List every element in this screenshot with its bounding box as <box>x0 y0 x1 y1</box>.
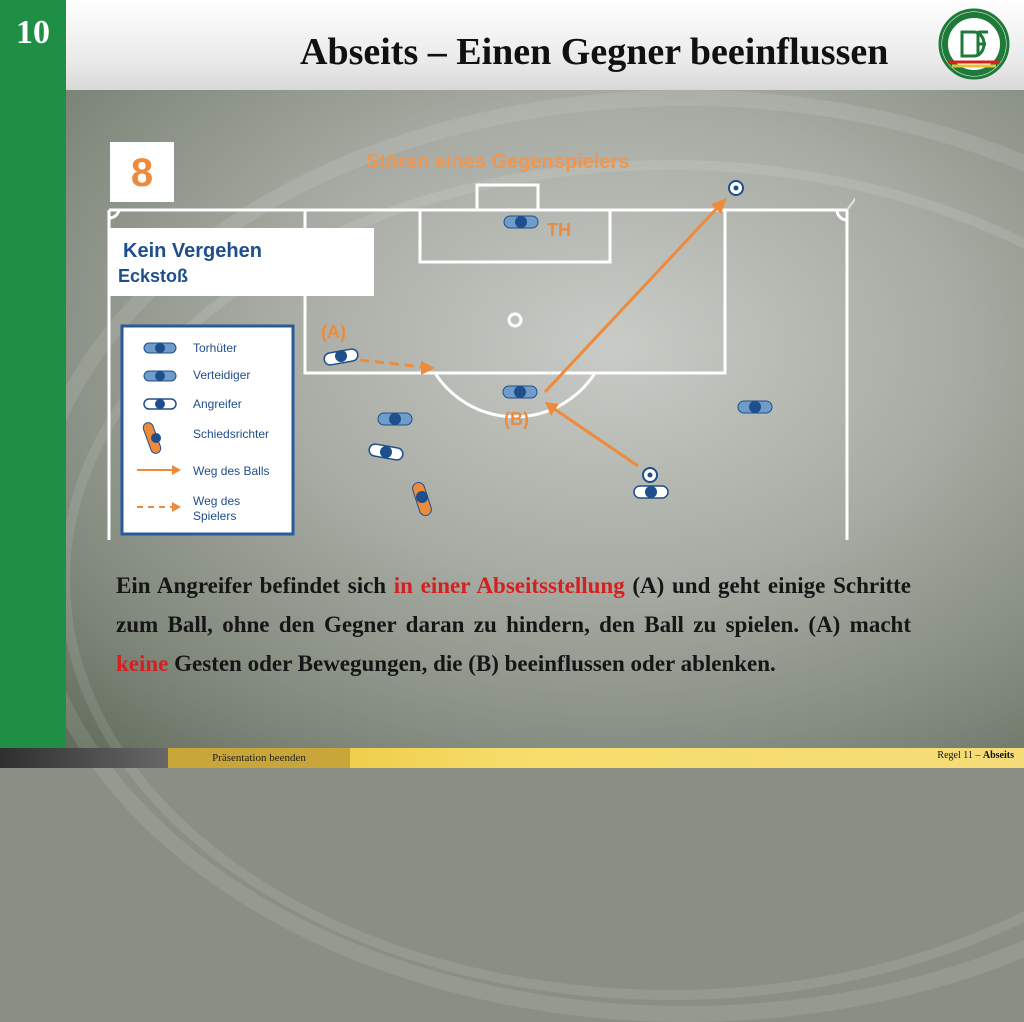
defender-b-label: (B) <box>504 409 529 429</box>
dfb-logo <box>938 8 1010 80</box>
ball-path-corner-to-b <box>545 402 638 466</box>
footer-rule-label <box>937 750 1014 761</box>
explanation-part: Gesten oder Bewegungen, die (B) beeinflussen oder ablenken. <box>168 651 776 676</box>
attacker <box>368 443 404 461</box>
offside-diagram <box>107 140 855 540</box>
legend-label: Weg des Balls <box>193 464 270 478</box>
defender <box>378 413 412 425</box>
defender-icon <box>144 371 176 381</box>
corner-flag <box>847 190 855 210</box>
referee <box>411 481 433 517</box>
footer-bar <box>0 748 1024 768</box>
end-presentation-button[interactable]: Präsentation beenden <box>168 748 350 768</box>
goalkeeper-icon <box>144 343 176 353</box>
explanation-part: (A) und geht einige Schritte zum Ball, ohne den Gegner daran zu hindern, den Ball zu spielen. (A) macht <box>116 573 911 637</box>
ball-icon <box>729 181 743 195</box>
slide-number: 10 <box>16 14 50 51</box>
left-accent-strip <box>0 0 66 748</box>
legend <box>122 326 293 534</box>
attacker-a-label: (A) <box>321 322 346 342</box>
slide-title: Abseits – Einen Gegner beeinflussen <box>300 31 889 73</box>
defender <box>738 401 772 413</box>
goalkeeper-label: TH <box>547 220 571 240</box>
footer-rule: Regel 11 – <box>937 750 983 761</box>
goalkeeper <box>504 216 538 228</box>
explanation-highlight: in einer Abseitsstellung <box>393 573 625 598</box>
legend-label: Torhüter <box>193 341 238 355</box>
ball-path-b-to-goal <box>545 198 727 392</box>
attacker-a <box>323 348 359 366</box>
legend-label: Verteidiger <box>193 368 251 382</box>
goal-frame <box>477 185 538 210</box>
situation-text: Eckstoß <box>118 266 189 286</box>
attacker-corner-taker <box>634 486 668 498</box>
legend-label: Spielers <box>193 509 237 523</box>
diagram-number: 8 <box>130 151 154 195</box>
penalty-spot <box>509 314 521 326</box>
legend-label: Angreifer <box>193 397 242 411</box>
diagram-heading: Stören eines Gegenspielers <box>366 151 630 173</box>
explanation-part: Ein Angreifer befindet sich <box>116 573 394 598</box>
attacker-icon <box>144 399 176 409</box>
legend-label: Weg des <box>193 494 241 508</box>
explanation-text <box>116 566 911 683</box>
legend-label: Schiedsrichter <box>193 427 270 441</box>
verdict-text: Kein Vergehen <box>123 240 262 262</box>
ball-icon <box>643 468 657 482</box>
footer-topic: Abseits <box>982 750 1014 761</box>
defender-b <box>503 386 537 398</box>
explanation-highlight: keine <box>116 651 169 676</box>
